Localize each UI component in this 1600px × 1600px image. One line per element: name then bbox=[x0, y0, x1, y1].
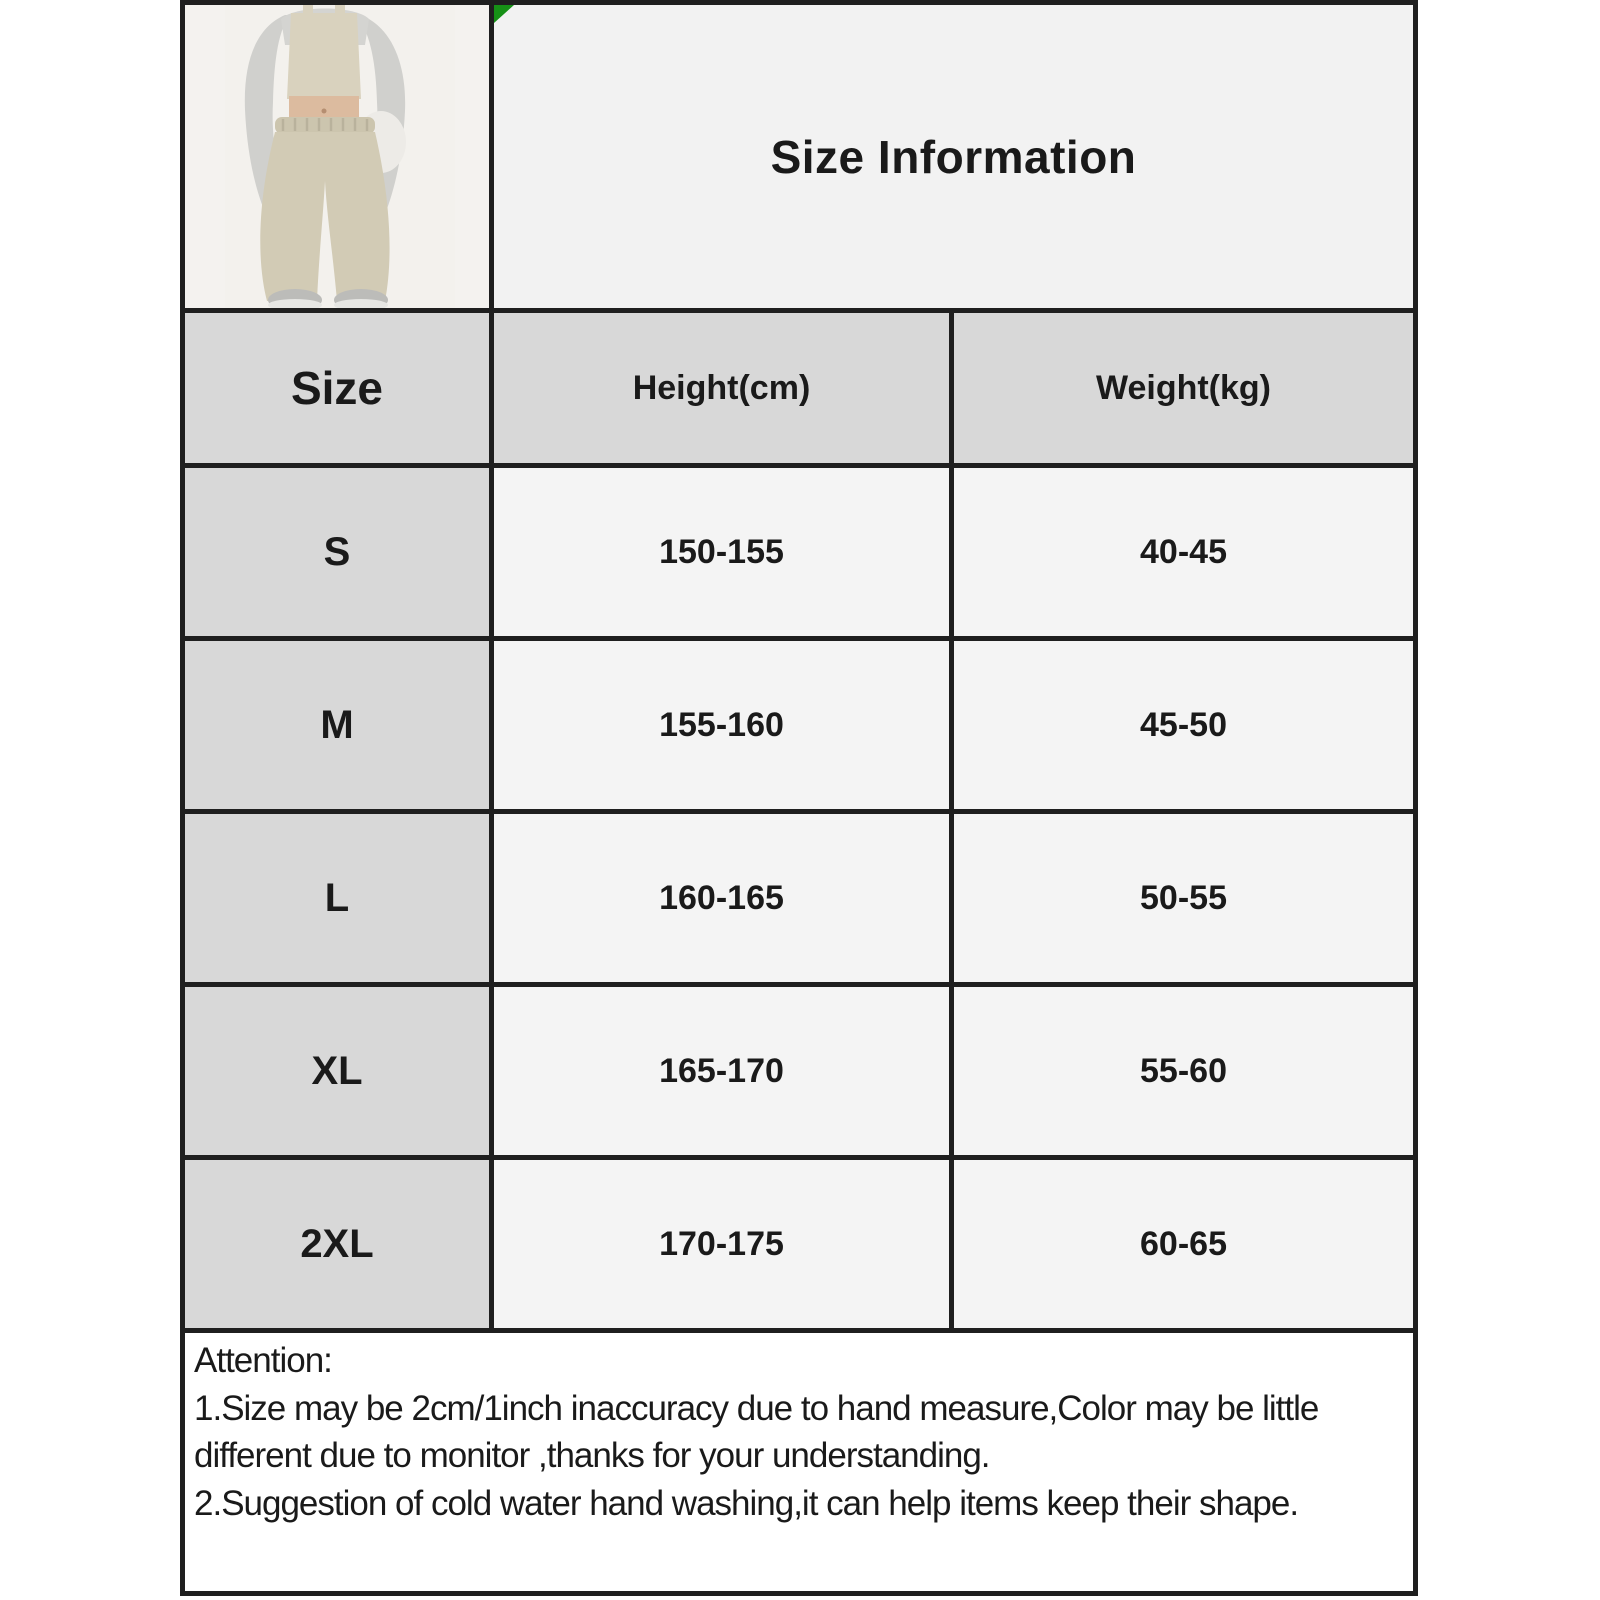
table-cell-weight: 40-45 bbox=[954, 468, 1413, 636]
table-cell-height: 170-175 bbox=[494, 1160, 949, 1328]
cell-corner-marker-icon bbox=[494, 5, 514, 23]
table-cell-weight: 55-60 bbox=[954, 987, 1413, 1155]
size-chart-table bbox=[180, 0, 1418, 1596]
column-header-size: Size bbox=[185, 313, 489, 463]
table-row-size-label: L bbox=[185, 814, 489, 982]
table-cell-weight: 60-65 bbox=[954, 1160, 1413, 1328]
product-photo bbox=[185, 5, 489, 308]
attention-note bbox=[185, 1333, 1413, 1591]
table-row-size-label: S bbox=[185, 468, 489, 636]
attention-note-line: 1.Size may be 2cm/1inch inaccuracy due to hand measure,Color may be little different due to monitor ,thanks for your understanding. bbox=[194, 1388, 1319, 1476]
pants-waistband bbox=[275, 117, 375, 134]
column-header-weight: Weight(kg) bbox=[954, 313, 1413, 463]
table-cell-height: 160-165 bbox=[494, 814, 949, 982]
tank-top bbox=[287, 13, 361, 99]
attention-heading: Attention: bbox=[194, 1341, 332, 1380]
attention-note-line: 2.Suggestion of cold water hand washing,it can help items keep their shape. bbox=[194, 1483, 1299, 1523]
table-cell-height: 155-160 bbox=[494, 641, 949, 809]
table-row-size-label: XL bbox=[185, 987, 489, 1155]
table-row-size-label: M bbox=[185, 641, 489, 809]
navel bbox=[322, 109, 327, 114]
page-title: Size Information bbox=[770, 130, 1137, 183]
model-pants-illustration bbox=[185, 5, 489, 308]
table-cell-height: 150-155 bbox=[494, 468, 949, 636]
column-header-height: Height(cm) bbox=[494, 313, 949, 463]
table-cell-weight: 50-55 bbox=[954, 814, 1413, 982]
table-cell-weight: 45-50 bbox=[954, 641, 1413, 809]
table-cell-height: 165-170 bbox=[494, 987, 949, 1155]
size-information-header-cell bbox=[494, 5, 1413, 308]
table-row-size-label: 2XL bbox=[185, 1160, 489, 1328]
